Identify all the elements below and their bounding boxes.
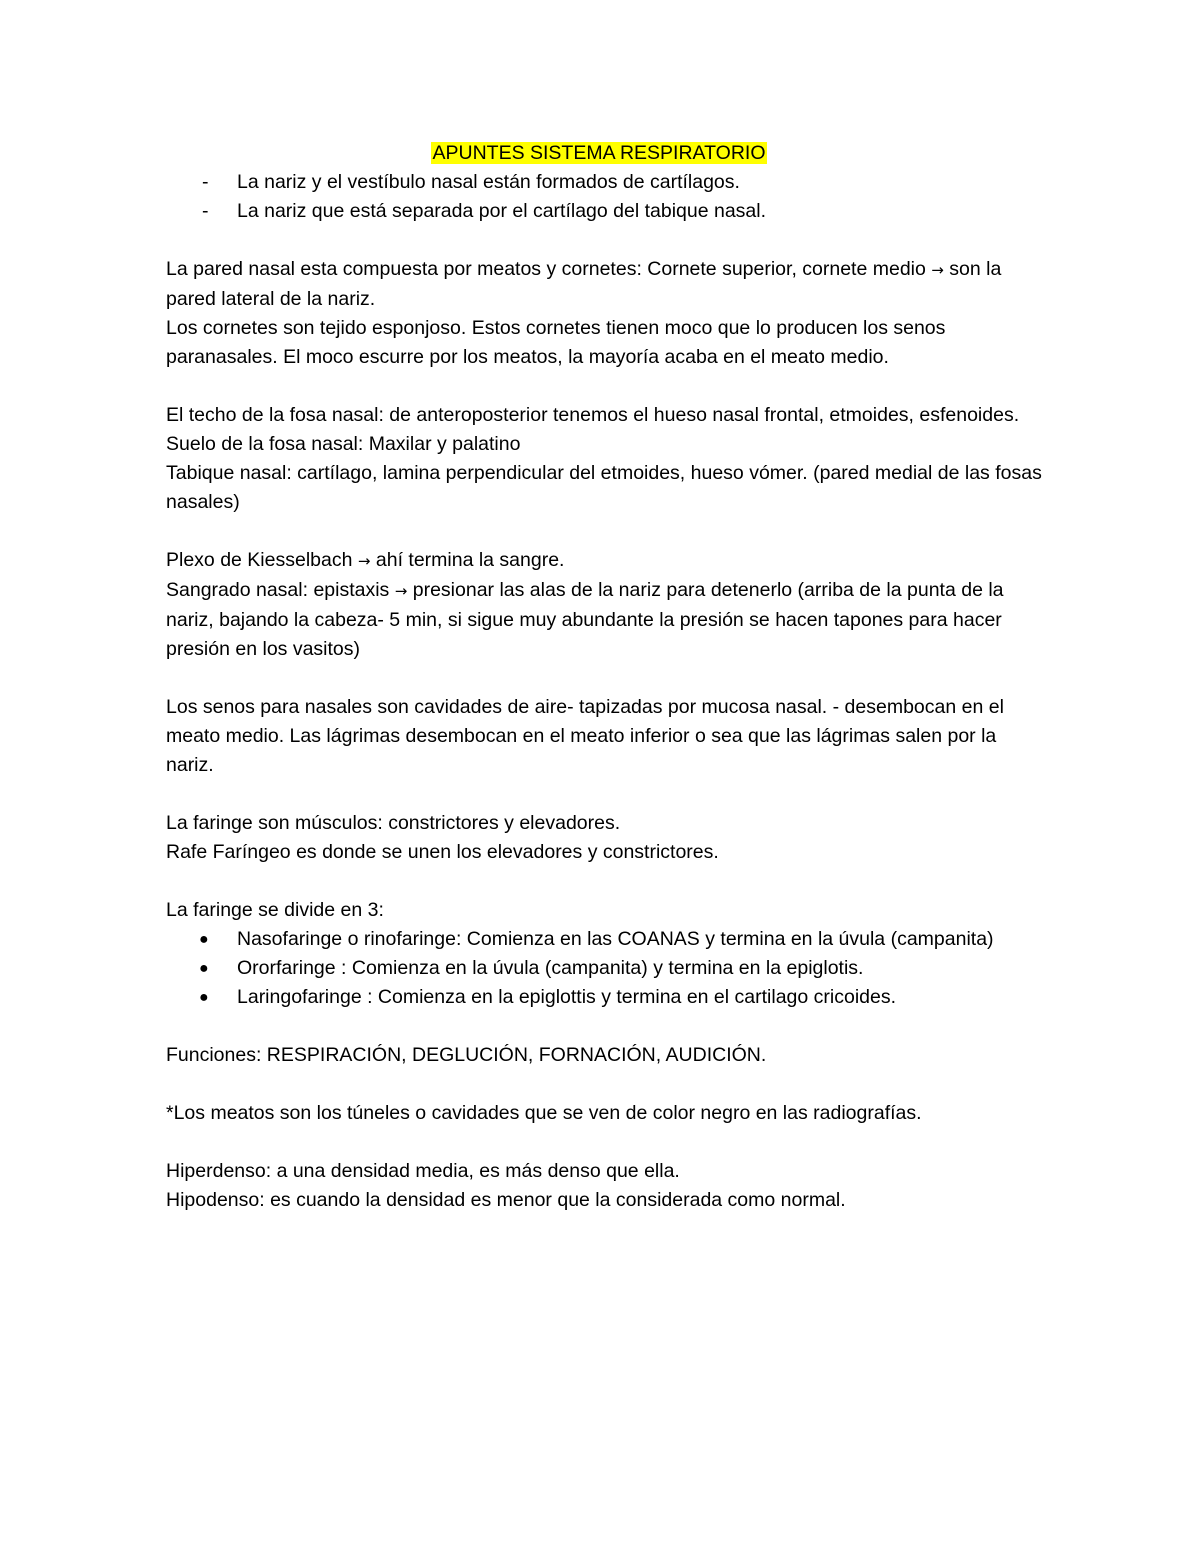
- paragraph-tabique: Tabique nasal: cartílago, lamina perpendicular del etmoides, hueso vómer. (pared medial de las fosas nasales): [166, 462, 1042, 513]
- blank-line: [166, 867, 1046, 896]
- blank-line: [166, 1128, 1046, 1157]
- bullet-icon: ●: [199, 960, 209, 977]
- blank-line: [166, 664, 1046, 693]
- blank-line: [166, 372, 1046, 401]
- blank-line: [166, 1012, 1046, 1041]
- paragraph-faringe-divide: La faringe se divide en 3:: [166, 899, 384, 921]
- paragraph-hipodenso: Hipodenso: es cuando la densidad es menor que la considerada como normal.: [166, 1189, 846, 1211]
- dash-item: [166, 197, 1046, 226]
- arrow-icon: →: [931, 261, 944, 279]
- dash-item: [166, 168, 1046, 197]
- paragraph-rafe: Rafe Faríngeo es donde se unen los elevadores y constrictores.: [166, 841, 719, 863]
- blank-line: [166, 780, 1046, 809]
- paragraph-meatos-note: *Los meatos son los túneles o cavidades que se ven de color negro en las radiografías.: [166, 1102, 922, 1124]
- blank-line: [166, 226, 1046, 255]
- bullet-item-text: Ororfaringe : Comienza en la úvula (campanita) y termina en la epiglotis.: [237, 957, 864, 979]
- paragraph-sangrado: [166, 576, 1046, 664]
- paragraph-text: ahí termina la sangre.: [375, 549, 565, 571]
- blank-line: [166, 1070, 1046, 1099]
- dash-item-text: La nariz que está separada por el cartílago del tabique nasal.: [237, 200, 767, 222]
- paragraph-faringe-musculos: La faringe son músculos: constrictores y elevadores.: [166, 812, 621, 834]
- paragraph-hiperdenso: Hiperdenso: a una densidad media, es más denso que ella.: [166, 1160, 680, 1182]
- paragraph-suelo: Suelo de la fosa nasal: Maxilar y palatino: [166, 433, 521, 455]
- paragraph-text: Sangrado nasal: epistaxis: [166, 579, 390, 601]
- dash-marker: -: [202, 200, 209, 222]
- bullet-item: [166, 954, 1046, 983]
- arrow-icon: →: [357, 552, 371, 570]
- bullet-icon: ●: [199, 931, 209, 948]
- paragraph-senos: Los senos para nasales son cavidades de aire- tapizadas por mucosa nasal. - desembocan en el meato medio. Las lágrimas desembocan en el meato inferior o sea que las lágrimas salen por la nariz.: [166, 696, 1004, 776]
- bullet-item: [166, 983, 1046, 1012]
- blank-line: [166, 517, 1046, 546]
- document-body: [166, 139, 1046, 1215]
- bullet-icon: ●: [199, 989, 209, 1006]
- paragraph-text: presionar las alas de la nariz para detenerlo (arriba de la punta de la nariz, bajando la cabeza- 5 min, si sigue muy abundante la presión se hacen tapones para hacer presión en los vasitos): [166, 579, 1004, 660]
- paragraph-text: La pared nasal esta compuesta por meatos y cornetes: Cornete superior, cornete medio: [166, 258, 926, 280]
- paragraph-funciones: Funciones: RESPIRACIÓN, DEGLUCIÓN, FORNACIÓN, AUDICIÓN.: [166, 1044, 767, 1066]
- bullet-item-text: Laringofaringe : Comienza en la epiglottis y termina en el cartilago cricoides.: [237, 986, 897, 1008]
- dash-list: [166, 168, 1046, 226]
- bullet-item-text: Nasofaringe o rinofaringe: Comienza en las COANAS y termina en la úvula (campanita): [237, 928, 994, 950]
- paragraph-cornetes: Los cornetes son tejido esponjoso. Estos cornetes tienen moco que lo producen los senos paranasales. El moco escurre por los meatos, la mayoría acaba en el meato medio.: [166, 317, 946, 368]
- dash-item-text: La nariz y el vestíbulo nasal están formados de cartílagos.: [237, 171, 740, 193]
- paragraph-nasal-wall: [166, 255, 1046, 314]
- bullet-list: [166, 925, 1046, 1012]
- paragraph-text: son la pared lateral de la nariz.: [166, 258, 1002, 310]
- arrow-icon: →: [394, 582, 408, 600]
- paragraph-text: Plexo de Kiesselbach: [166, 549, 353, 571]
- paragraph-techo: El techo de la fosa nasal: de anteroposterior tenemos el hueso nasal frontal, etmoides, esfenoides.: [166, 404, 1020, 426]
- bullet-item: [166, 925, 1046, 954]
- paragraph-plexo: [166, 546, 1046, 576]
- dash-marker: -: [202, 171, 209, 193]
- document-title: APUNTES SISTEMA RESPIRATORIO: [432, 142, 766, 164]
- title-line: [166, 139, 1032, 168]
